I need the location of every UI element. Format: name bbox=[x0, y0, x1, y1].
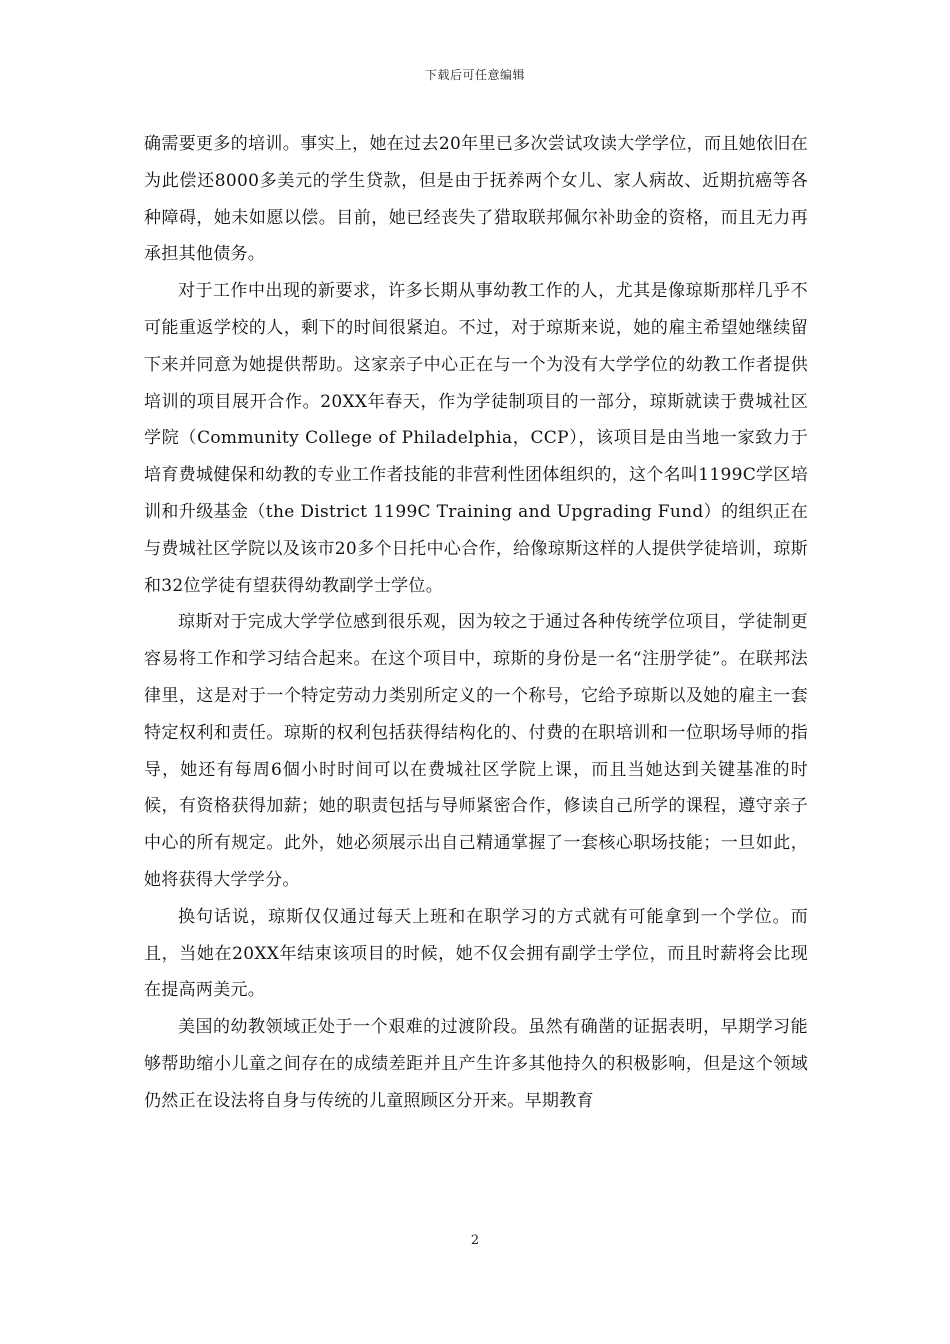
paragraph-4: 换句话说，琼斯仅仅通过每天上班和在职学习的方式就有可能拿到一个学位。而且，当她在20XX年结束该项目的时候，她不仅会拥有副学士学位，而且时薪将会比现在提高两美元。 bbox=[144, 906, 808, 1001]
page-header: 下载后可任意编辑 bbox=[424, 68, 525, 82]
paragraph-3: 琼斯对于完成大学学位感到很乐观，因为较之于通过各种传统学位项目，学徒制更容易将工作和学习结合起来。在这个项目中，琼斯的身份是一名“注册学徒”。在联邦法律里，这是对于一个特定劳动力类别所定义的一个称号，它给予琼斯以及她的雇主一套特定权利和责任。琼斯的权利包括获得结构化的、付费的在职培训和一位职场导师的指导，她还有每周6個小时时间可以在费城社区学院上课，而且当她达到关键基准的时候，有资格获得加薪；她的职责包括与导师紧密合作，修读自己所学的课程，遵守亲子中心的所有规定。此外，她必须展示出自己精通掌握了一套核心职场技能；一旦如此，她将获得大学学分。 bbox=[144, 612, 808, 890]
paragraph-5: 美国的幼教领域正处于一个艰难的过渡阶段。虽然有确凿的证据表明，早期学习能够帮助缩小儿童之间存在的成绩差距并且产生许多其他持久的积极影响，但是这个领域仍然正在设法将自身与传统的儿童照顾区分开来。早期教育 bbox=[144, 1017, 808, 1111]
paragraph-1: 确需要更多的培训。事实上，她在过去20年里已多次尝试攻读大学学位，而且她依旧在为此偿还8000多美元的学生贷款，但是由于抚养两个女儿、家人病故、近期抗癌等各种障碍，她未如愿以偿。目前，她已经丧失了猎取联邦佩尔补助金的资格，而且无力再承担其他债务。 bbox=[144, 134, 808, 265]
document-body bbox=[144, 126, 808, 1120]
paragraph-2: 对于工作中出现的新要求，许多长期从事幼教工作的人，尤其是像琼斯那样几乎不可能重返学校的人，剩下的时间很紧迫。不过，对于琼斯来说，她的雇主希望她继续留下来并同意为她提供帮助。这家亲子中心正在与一个为没有大学学位的幼教工作者提供培训的项目展开合作。20XX年春天，作为学徒制项目的一部分，琼斯就读于费城社区学院（Community College of Philadelphia，CCP），该项目是由当地一家致力于培育费城健保和幼教的专业工作者技能的非营利性团体组织的，这个名叫1199C学区培训和升级基金（the District 1199C Training and Upgrading Fund）的组织正在与费城社区学院以及该市20多个日托中心合作，给像琼斯这样的人提供学徒培训，琼斯和32位学徒有望获得幼教副学士学位。 bbox=[144, 281, 808, 596]
page-number: 2 bbox=[470, 1233, 480, 1248]
